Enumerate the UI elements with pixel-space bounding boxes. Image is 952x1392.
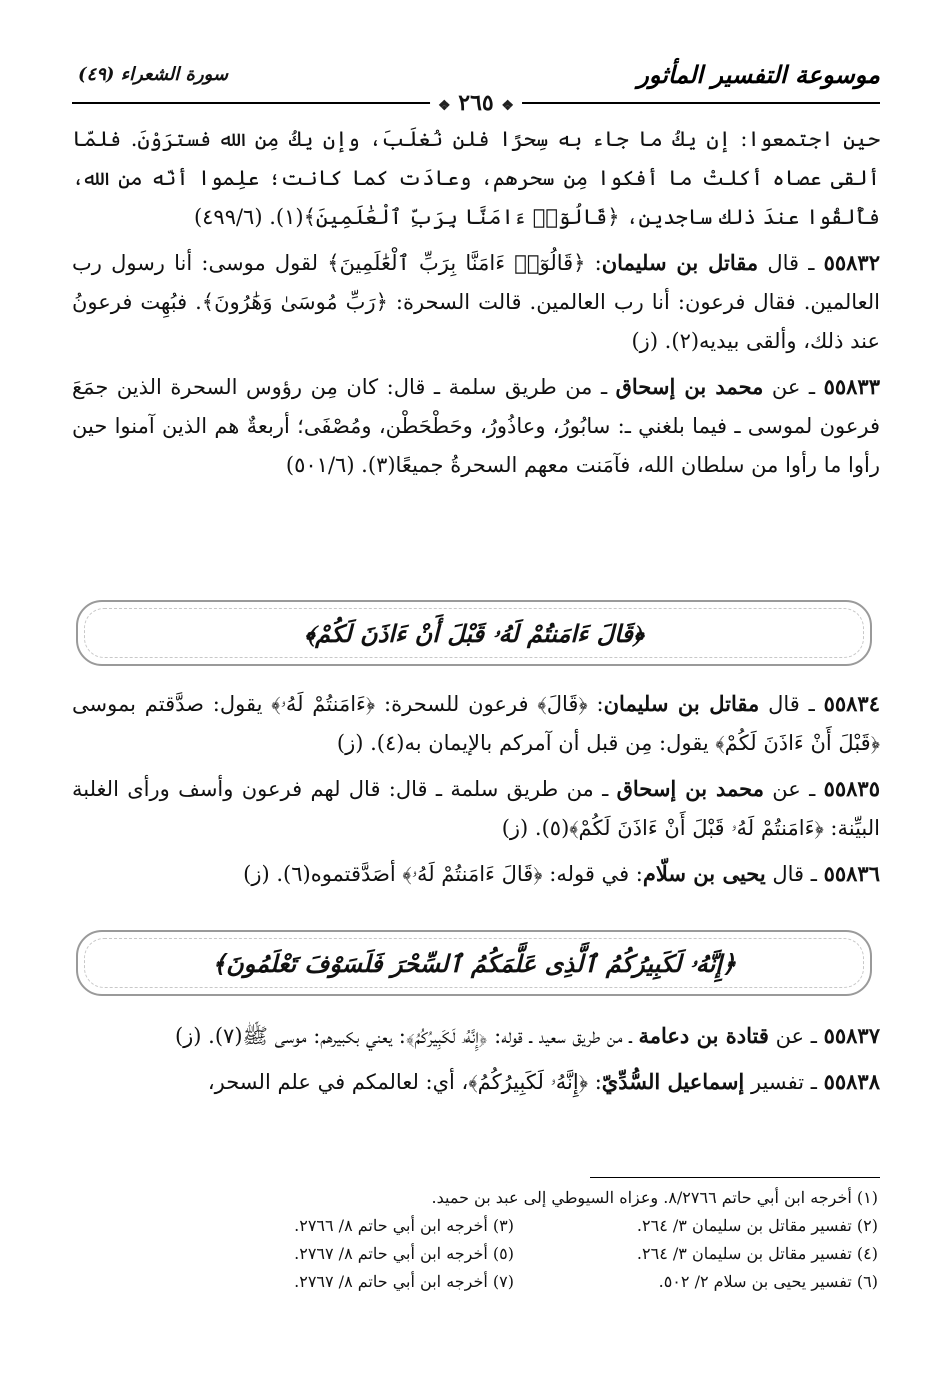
narration-prefix: ـ قال bbox=[772, 862, 817, 886]
footnotes bbox=[150, 1184, 878, 1296]
verse-heading-text: ﴿قَالَ ءَامَنتُمْ لَهُۥ قَبْلَ أَنْ ءَاذَنَ لَكُمْ﴾ bbox=[304, 618, 644, 648]
narrator-name: إسماعيل السُّدِّيّ bbox=[601, 1069, 745, 1094]
narration-number: ٥٥٨٣٧ bbox=[823, 1023, 880, 1048]
page-number: ٢٦٥ bbox=[458, 90, 494, 116]
narration-text: ـ من طريق سلمة ـ قال: كان مِن رؤوس السحرة الذين جمَعَ فرعون لموسى ـ فيما بلغني ـ: سابُورُ، وعاذُورُ، وحَطْحَطْن، ومُصْفَى؛ أربعةٌ هم الذين آمنوا حين رأوا ما رأوا من سلطان الله، فآمَنت معهم السحرةُ جميعًا(٣). (٥٠١/٦) bbox=[72, 375, 880, 477]
footnote-1: (١) أخرجه ابن أبي حاتم ٨/٢٧٦٦. وعزاه السيوطي إلى عبد بن حميد. bbox=[431, 1188, 878, 1207]
narration-text: ـ من طريق سعيد ـ قوله: ﴿إِنَّهُۥ لَكَبِيرُكُمُ﴾: يعني بكبيرهم: موسى ﷺ(٧). (ز) bbox=[174, 1024, 632, 1048]
footnote-row bbox=[150, 1240, 878, 1268]
paragraph-55832 bbox=[72, 243, 880, 361]
footnote-3: (٣) أخرجه ابن أبي حاتم ٨/ ٢٧٦٦. bbox=[294, 1216, 514, 1235]
narration-text: : ﴿إِنَّهُۥ لَكَبِيرُكُمُ﴾، أي: لعالمكم في علم السحر، bbox=[207, 1070, 602, 1094]
verse-heading-text: ﴿إِنَّهُۥ لَكَبِيرُكُمُ ٱلَّذِى عَلَّمَكُمُ ٱلسِّحْرَ فَلَسَوْفَ تَعْلَمُونَ﴾ bbox=[212, 948, 737, 978]
narrator-name: يحيى بن سلّام bbox=[642, 861, 766, 886]
page-number-ornament bbox=[430, 90, 522, 116]
paragraph-55836 bbox=[72, 854, 880, 894]
narration-prefix: ـ عن bbox=[775, 1024, 817, 1048]
narration-prefix: ـ قال bbox=[768, 692, 815, 716]
ornament-left-icon: ❖ bbox=[438, 98, 451, 114]
paragraph-55837 bbox=[72, 1016, 880, 1056]
narration-number: ٥٥٨٣٣ bbox=[823, 374, 880, 399]
book-title: موسوعة التفسير المأثور bbox=[637, 60, 880, 89]
narrator-name: مقاتل بن سليمان bbox=[601, 250, 759, 275]
footnote-2: (٢) تفسير مقاتل بن سليمان ٣/ ٢٦٤. bbox=[636, 1216, 878, 1235]
narration-prefix: ـ قال bbox=[767, 251, 815, 275]
paragraph-55838 bbox=[72, 1062, 880, 1102]
ornament-right-icon: ❖ bbox=[501, 98, 514, 114]
footnote-6: (٦) تفسير يحيى بن سلام ٢/ ٥٠٢. bbox=[658, 1272, 878, 1291]
paragraph-55835 bbox=[72, 769, 880, 848]
narration-number: ٥٥٨٣٤ bbox=[823, 691, 880, 716]
narration-number: ٥٥٨٣٦ bbox=[823, 861, 880, 886]
narration-prefix: ـ عن bbox=[771, 375, 816, 399]
verse-heading-box bbox=[76, 930, 872, 996]
footnote-4: (٤) تفسير مقاتل بن سليمان ٣/ ٢٦٤. bbox=[636, 1244, 878, 1263]
narration-number: ٥٥٨٣٥ bbox=[823, 776, 880, 801]
footnote-5: (٥) أخرجه ابن أبي حاتم ٨/ ٢٧٦٧. bbox=[294, 1244, 514, 1263]
narration-text: : ﴿قَالُوٓا۟ ءَامَنَّا بِرَبِّ ٱلْعَٰلَمِينَ﴾ لقول موسى: أنا رسول رب العالمين. فقال فرعون: أنا رب العالمين. قالت السحرة: ﴿رَبِّ مُوسَىٰ وَهَٰرُونَ﴾. فبُهِت فرعونُ عند ذلك، وألقى بيديه(٢). (ز) bbox=[72, 251, 880, 353]
verse-heading-box bbox=[76, 600, 872, 666]
text-block-2 bbox=[72, 684, 880, 900]
narration-number: ٥٥٨٣٨ bbox=[823, 1069, 880, 1094]
narration-text: ـ من طريق سلمة ـ قال: قال لهم فرعون وأسف ورأى الغلبة البيِّنة: ﴿ءَامَنتُمْ لَهُۥ قَبْلَ أَنْ ءَاذَنَ لَكُمْ﴾(٥). (ز) bbox=[72, 777, 880, 840]
footnote-row bbox=[150, 1212, 878, 1240]
text-block-1 bbox=[72, 120, 880, 491]
narrator-name: محمد بن إسحاق bbox=[616, 776, 764, 801]
narration-prefix: ـ عن bbox=[772, 777, 816, 801]
narration-text: : ﴿قَالَ﴾ فرعون للسحرة: ﴿ءَامَنتُمْ لَهُۥ﴾ يقول: صدَّقتم بموسى ﴿قَبْلَ أَنْ ءَاذَنَ لَكُمْ﴾ يقول: مِن قبل أن آمركم بالإيمان به(٤). (ز) bbox=[72, 692, 880, 755]
page-header bbox=[72, 58, 880, 116]
narrator-name: مقاتل بن سليمان bbox=[603, 691, 760, 716]
footnote-row bbox=[150, 1184, 878, 1212]
paragraph-55833 bbox=[72, 367, 880, 485]
narration-text: : في قوله: ﴿قَالَ ءَامَنتُمْ لَهُۥ﴾ أصَدَّقتموه(٦). (ز) bbox=[243, 862, 643, 886]
footnote-7: (٧) أخرجه ابن أبي حاتم ٨/ ٢٧٦٧. bbox=[294, 1272, 514, 1291]
narrator-name: قتادة بن دعامة bbox=[638, 1023, 769, 1048]
text-block-3 bbox=[72, 1016, 880, 1108]
paragraph-continuation: حين اجتمعوا: إن يكُ ما جاء به سِحرًا فلن نُغلَبَ، وإن يكُ مِن الله فسترَوْنَ. فلمّا ألقى عصاه أكلتْ ما أفكوا مِن سحرهم، وعادَت كما كانت؛ علِموا أنّه من الله، فأُلقُوا عندَ ذلك ساجدين، ﴿قَالُوٓا۟ ءَامَنَّا بِرَبِّ ٱلْعَٰلَمِينَ﴾(١). (٤٩٩/٦) bbox=[72, 127, 880, 229]
footnote-rule bbox=[590, 1177, 880, 1178]
narration-prefix: ـ تفسير bbox=[750, 1070, 817, 1094]
narration-number: ٥٥٨٣٢ bbox=[823, 250, 880, 275]
narrator-name: محمد بن إسحاق bbox=[615, 374, 764, 399]
surah-label: سورة الشعراء (٤٩) bbox=[78, 64, 229, 85]
footnote-row bbox=[150, 1268, 878, 1296]
paragraph-55834 bbox=[72, 684, 880, 763]
